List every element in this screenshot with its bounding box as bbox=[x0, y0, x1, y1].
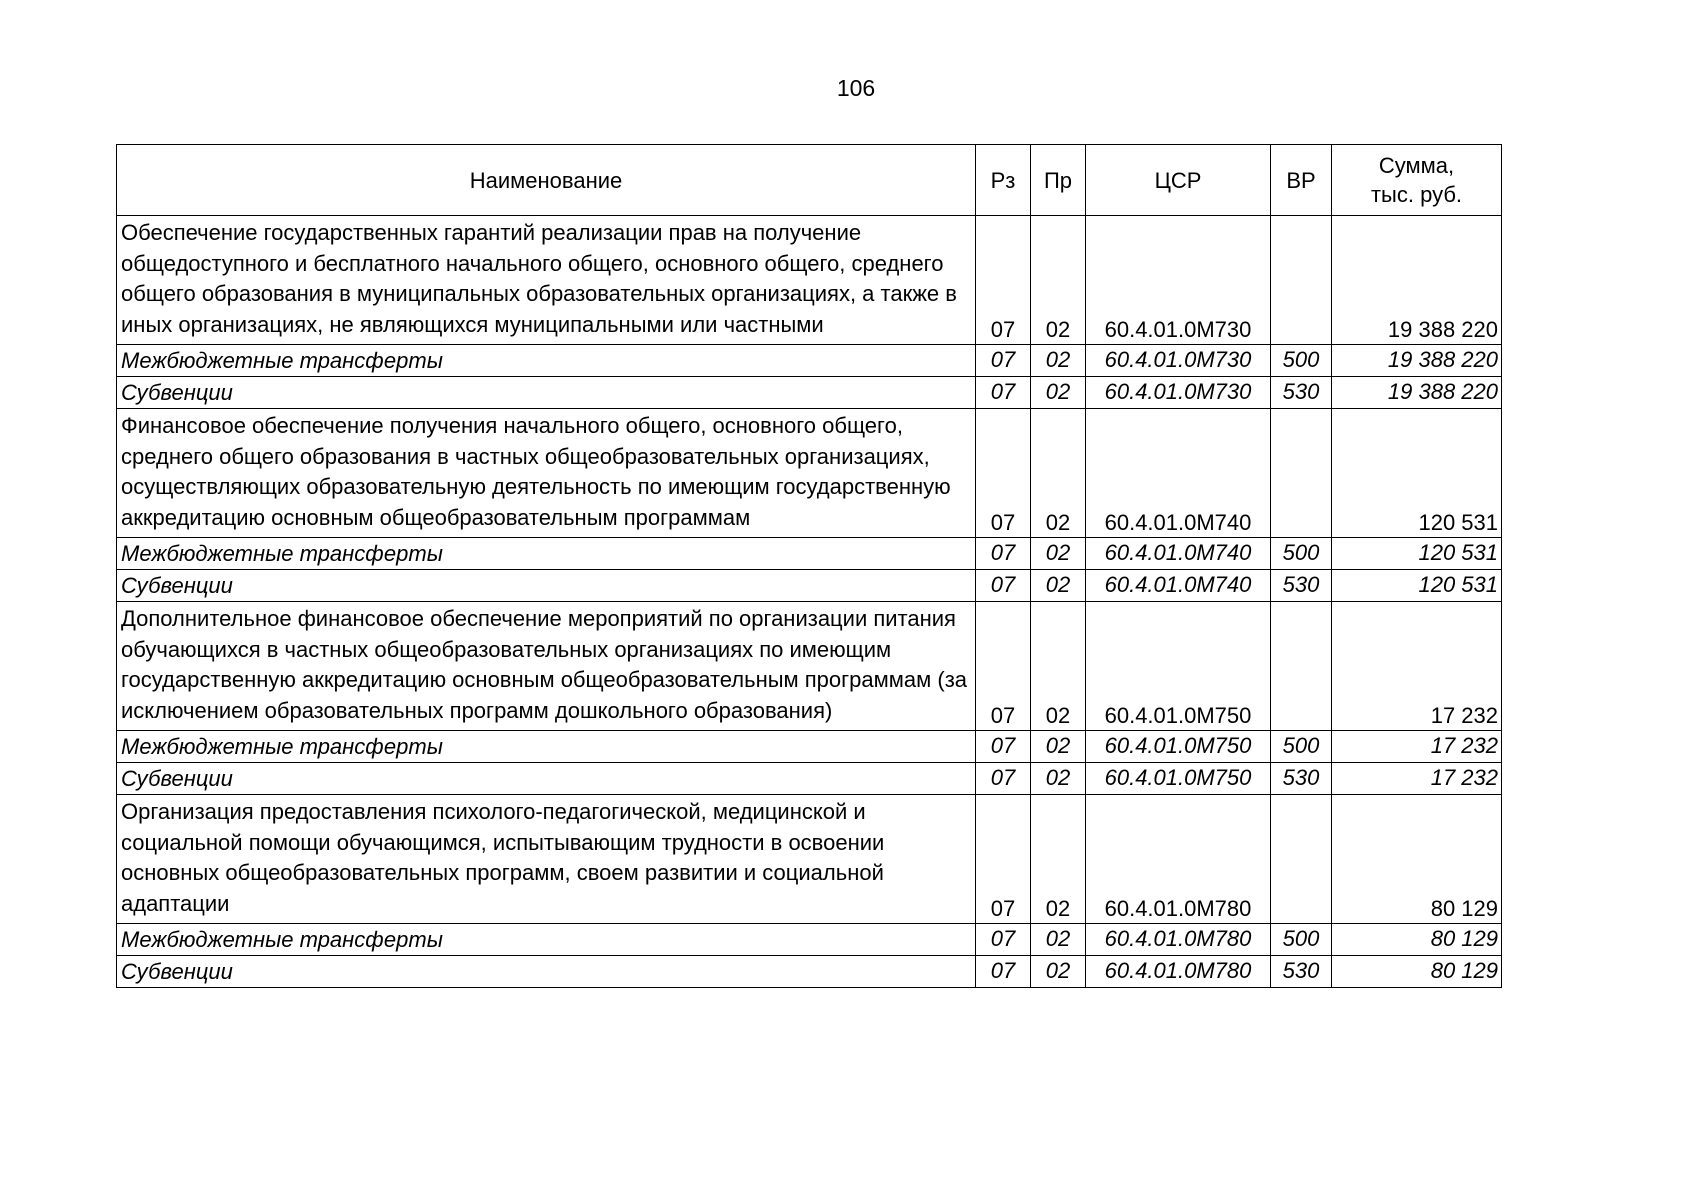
cell-rz: 07 bbox=[976, 345, 1031, 377]
cell-csr: 60.4.01.0М730 bbox=[1086, 345, 1271, 377]
cell-pr: 02 bbox=[1031, 602, 1086, 731]
cell-rz: 07 bbox=[976, 538, 1031, 570]
cell-pr: 02 bbox=[1031, 763, 1086, 795]
header-sum-line1: Сумма, bbox=[1378, 153, 1455, 178]
header-csr: ЦСР bbox=[1086, 145, 1271, 216]
table-row bbox=[117, 956, 1502, 988]
cell-name: Организация предоставления психолого-педагогической, медицинской и социальной помощи обучающимся, испытывающим трудности в освоении основных общеобразовательных программ, своем развитии и социальной адаптации bbox=[117, 795, 976, 924]
cell-vr: 500 bbox=[1271, 731, 1332, 763]
cell-pr: 02 bbox=[1031, 345, 1086, 377]
cell-vr bbox=[1271, 409, 1332, 538]
cell-name: Межбюджетные трансферты bbox=[117, 345, 976, 377]
cell-sum: 120 531 bbox=[1332, 570, 1502, 602]
table-row bbox=[117, 924, 1502, 956]
cell-pr: 02 bbox=[1031, 377, 1086, 409]
header-name: Наименование bbox=[117, 145, 976, 216]
cell-rz: 07 bbox=[976, 409, 1031, 538]
cell-rz: 07 bbox=[976, 795, 1031, 924]
table-row bbox=[117, 570, 1502, 602]
cell-rz: 07 bbox=[976, 216, 1031, 345]
cell-csr: 60.4.01.0М740 bbox=[1086, 570, 1271, 602]
cell-rz: 07 bbox=[976, 924, 1031, 956]
cell-vr: 530 bbox=[1271, 956, 1332, 988]
cell-csr: 60.4.01.0М780 bbox=[1086, 795, 1271, 924]
cell-name: Межбюджетные трансферты bbox=[117, 731, 976, 763]
cell-csr: 60.4.01.0М750 bbox=[1086, 763, 1271, 795]
cell-vr: 500 bbox=[1271, 538, 1332, 570]
cell-vr bbox=[1271, 602, 1332, 731]
header-sum-line2: тыс. руб. bbox=[1370, 182, 1463, 207]
cell-name: Дополнительное финансовое обеспечение мероприятий по организации питания обучающихся в частных общеобразовательных организациях по имеющим государственную аккредитацию основным общеобразовательным программам (за исключением образовательных программ дошкольного образования) bbox=[117, 602, 976, 731]
cell-rz: 07 bbox=[976, 377, 1031, 409]
cell-sum: 19 388 220 bbox=[1332, 345, 1502, 377]
table-row bbox=[117, 538, 1502, 570]
cell-csr: 60.4.01.0М780 bbox=[1086, 924, 1271, 956]
cell-sum: 17 232 bbox=[1332, 602, 1502, 731]
cell-sum: 19 388 220 bbox=[1332, 216, 1502, 345]
cell-sum: 80 129 bbox=[1332, 956, 1502, 988]
cell-csr: 60.4.01.0М750 bbox=[1086, 602, 1271, 731]
cell-pr: 02 bbox=[1031, 216, 1086, 345]
cell-csr: 60.4.01.0М730 bbox=[1086, 377, 1271, 409]
cell-csr: 60.4.01.0М740 bbox=[1086, 538, 1271, 570]
cell-name: Субвенции bbox=[117, 956, 976, 988]
header-rz: Рз bbox=[976, 145, 1031, 216]
header-sum bbox=[1332, 145, 1502, 216]
cell-sum: 80 129 bbox=[1332, 795, 1502, 924]
cell-sum: 17 232 bbox=[1332, 763, 1502, 795]
table-row bbox=[117, 763, 1502, 795]
page-number: 106 bbox=[836, 75, 876, 101]
cell-sum: 120 531 bbox=[1332, 538, 1502, 570]
cell-pr: 02 bbox=[1031, 924, 1086, 956]
cell-vr: 530 bbox=[1271, 377, 1332, 409]
cell-vr: 530 bbox=[1271, 763, 1332, 795]
cell-rz: 07 bbox=[976, 763, 1031, 795]
table-header-row bbox=[117, 145, 1502, 216]
cell-pr: 02 bbox=[1031, 538, 1086, 570]
cell-rz: 07 bbox=[976, 602, 1031, 731]
cell-name: Субвенции bbox=[117, 377, 976, 409]
cell-pr: 02 bbox=[1031, 795, 1086, 924]
table-body bbox=[117, 216, 1502, 988]
budget-table bbox=[116, 144, 1502, 988]
cell-csr: 60.4.01.0М730 bbox=[1086, 216, 1271, 345]
table-row bbox=[117, 345, 1502, 377]
cell-sum: 19 388 220 bbox=[1332, 377, 1502, 409]
cell-pr: 02 bbox=[1031, 409, 1086, 538]
table-row bbox=[117, 731, 1502, 763]
cell-name: Межбюджетные трансферты bbox=[117, 538, 976, 570]
header-vr: ВР bbox=[1271, 145, 1332, 216]
cell-name: Финансовое обеспечение получения начального общего, основного общего, среднего общего образования в частных общеобразовательных организациях, осуществляющих образовательную деятельность по имеющим государственную аккредитацию основным общеобразовательным программам bbox=[117, 409, 976, 538]
cell-vr: 500 bbox=[1271, 924, 1332, 956]
cell-pr: 02 bbox=[1031, 570, 1086, 602]
cell-pr: 02 bbox=[1031, 956, 1086, 988]
header-pr: Пр bbox=[1031, 145, 1086, 216]
cell-rz: 07 bbox=[976, 731, 1031, 763]
cell-vr bbox=[1271, 216, 1332, 345]
cell-vr: 500 bbox=[1271, 345, 1332, 377]
cell-vr: 530 bbox=[1271, 570, 1332, 602]
cell-vr bbox=[1271, 795, 1332, 924]
cell-name: Обеспечение государственных гарантий реализации прав на получение общедоступного и бесплатного начального общего, основного общего, среднего общего образования в муниципальных образовательных организациях, а также в иных организациях, не являющихся муниципальными или частными bbox=[117, 216, 976, 345]
cell-name: Субвенции bbox=[117, 570, 976, 602]
cell-sum: 120 531 bbox=[1332, 409, 1502, 538]
cell-name: Межбюджетные трансферты bbox=[117, 924, 976, 956]
table-row bbox=[117, 602, 1502, 731]
cell-sum: 17 232 bbox=[1332, 731, 1502, 763]
table-row bbox=[117, 795, 1502, 924]
cell-csr: 60.4.01.0М740 bbox=[1086, 409, 1271, 538]
table-row bbox=[117, 216, 1502, 345]
cell-rz: 07 bbox=[976, 570, 1031, 602]
cell-name: Субвенции bbox=[117, 763, 976, 795]
cell-sum: 80 129 bbox=[1332, 924, 1502, 956]
cell-rz: 07 bbox=[976, 956, 1031, 988]
cell-pr: 02 bbox=[1031, 731, 1086, 763]
table-row bbox=[117, 377, 1502, 409]
table-row bbox=[117, 409, 1502, 538]
cell-csr: 60.4.01.0М750 bbox=[1086, 731, 1271, 763]
cell-csr: 60.4.01.0М780 bbox=[1086, 956, 1271, 988]
